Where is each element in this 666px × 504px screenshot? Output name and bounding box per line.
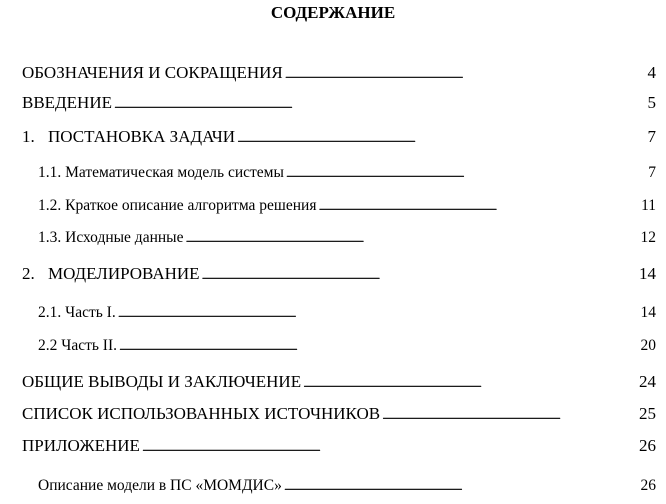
toc-dot-leader bbox=[119, 336, 639, 356]
toc-page-number: 26 bbox=[640, 477, 656, 494]
toc-entry-label: 1.2. Краткое описание алгоритма решения bbox=[38, 197, 317, 214]
toc-page-number: 14 bbox=[639, 264, 656, 283]
toc-dot-leader bbox=[382, 404, 637, 425]
toc-entry-label: ВВЕДЕНИЕ bbox=[22, 93, 112, 112]
toc-entry-label: ПРИЛОЖЕНИЕ bbox=[22, 436, 140, 455]
page-title: СОДЕРЖАНИЕ bbox=[270, 3, 396, 22]
toc-page-number: 26 bbox=[639, 436, 656, 455]
toc-entry-label: Описание модели в ПС «МОМДИС» bbox=[38, 477, 282, 494]
toc-dot-leader bbox=[284, 476, 639, 496]
toc-entry-appendix[interactable] bbox=[22, 436, 656, 457]
toc-entry-model-description[interactable] bbox=[38, 476, 656, 496]
toc-dot-leader bbox=[142, 436, 637, 457]
toc-entry-label: ОБОЗНАЧЕНИЯ И СОКРАЩЕНИЯ bbox=[22, 63, 283, 82]
toc-dot-leader bbox=[114, 93, 646, 114]
toc-dot-leader bbox=[303, 372, 637, 393]
toc-page-number: 5 bbox=[647, 93, 656, 112]
toc-entry-part-one[interactable] bbox=[38, 303, 656, 323]
toc-entry-number: 2. bbox=[22, 264, 35, 283]
toc-dot-leader bbox=[185, 228, 638, 248]
toc-entry-label bbox=[22, 127, 235, 147]
toc-dot-leader bbox=[202, 264, 637, 285]
toc-entry-modeling[interactable] bbox=[22, 264, 656, 285]
toc-entry-number: 1. bbox=[22, 127, 35, 146]
toc-page-number: 14 bbox=[640, 304, 656, 321]
toc-entry-part-two[interactable] bbox=[38, 336, 656, 356]
toc-entry-introduction[interactable] bbox=[22, 93, 656, 114]
toc-page-number: 7 bbox=[647, 127, 656, 146]
toc-dot-leader bbox=[118, 303, 639, 323]
toc-entry-label: СПИСОК ИСПОЛЬЗОВАННЫХ ИСТОЧНИКОВ bbox=[22, 404, 381, 423]
toc-page-number: 11 bbox=[641, 197, 656, 214]
toc-entry-references[interactable] bbox=[22, 404, 656, 425]
toc-entry-label: 2.1. Часть I. bbox=[38, 304, 116, 321]
toc-entry-label: 2.2 Часть II. bbox=[38, 337, 117, 354]
toc-page-number: 7 bbox=[648, 164, 656, 181]
toc-entry-text: МОДЕЛИРОВАНИЕ bbox=[48, 264, 200, 283]
toc-dot-leader bbox=[286, 163, 646, 183]
toc-page-number: 25 bbox=[639, 404, 656, 423]
toc-dot-leader bbox=[285, 63, 646, 84]
toc-entry-input-data[interactable] bbox=[38, 228, 656, 248]
toc-dot-leader bbox=[237, 127, 645, 148]
toc-entry-label bbox=[22, 264, 200, 284]
toc-entry-label: 1.3. Исходные данные bbox=[38, 229, 184, 246]
toc-entry-text: ПОСТАНОВКА ЗАДАЧИ bbox=[48, 127, 236, 146]
toc-page-number: 4 bbox=[647, 63, 656, 82]
toc-entry-label: 1.1. Математическая модель системы bbox=[38, 164, 284, 181]
toc-entry-algorithm[interactable] bbox=[38, 196, 656, 216]
toc-dot-leader bbox=[318, 196, 639, 216]
toc-page-number: 12 bbox=[640, 229, 656, 246]
toc-entry-label: ОБЩИЕ ВЫВОДЫ И ЗАКЛЮЧЕНИЕ bbox=[22, 372, 302, 391]
toc-entry-math-model[interactable] bbox=[38, 163, 656, 183]
toc-entry-designations[interactable] bbox=[22, 63, 656, 84]
toc-page-number: 24 bbox=[639, 372, 656, 391]
toc-page-number: 20 bbox=[640, 337, 656, 354]
toc-entry-problem-statement[interactable] bbox=[22, 127, 656, 148]
toc-entry-conclusions[interactable] bbox=[22, 372, 656, 393]
